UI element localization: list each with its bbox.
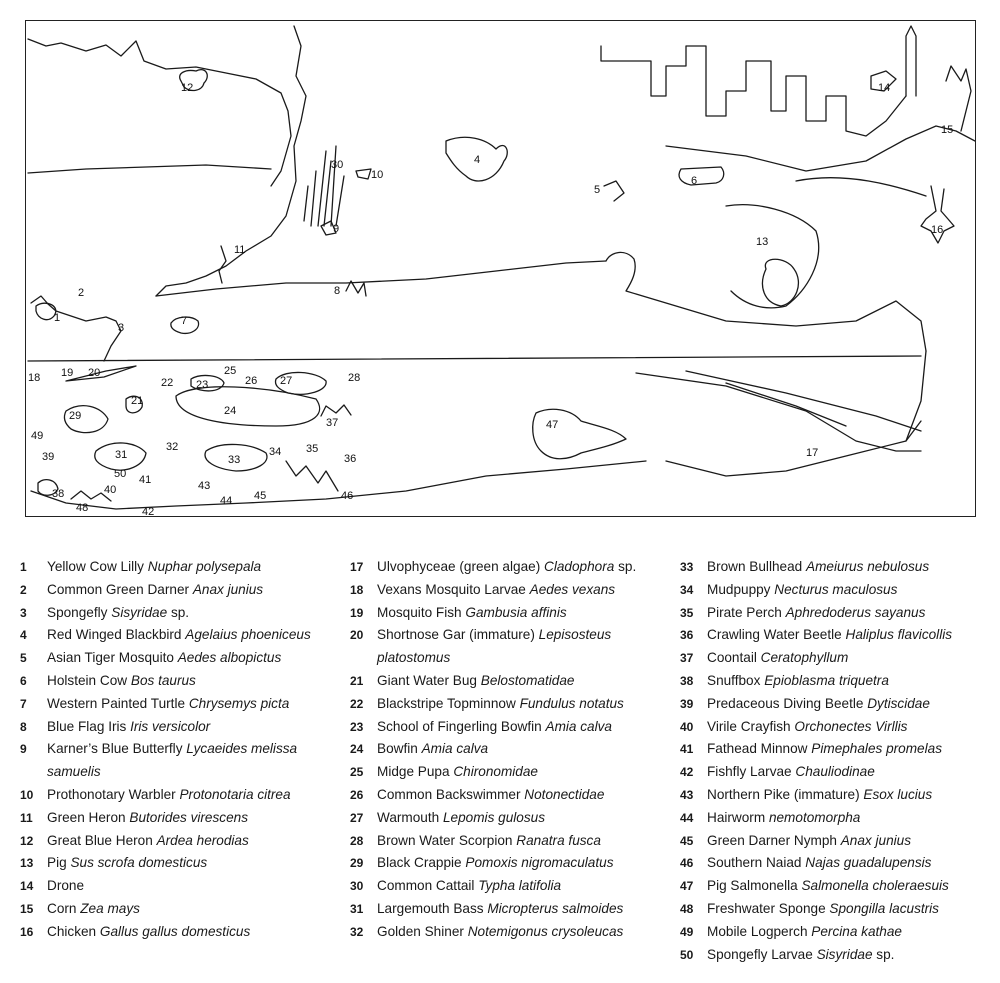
warbler-10 bbox=[356, 169, 371, 179]
legend-number: 25 bbox=[350, 765, 364, 780]
legend-number: 48 bbox=[680, 901, 694, 916]
coontail-37 bbox=[321, 405, 351, 416]
gar-20 bbox=[66, 366, 136, 381]
legend-entry bbox=[350, 716, 670, 739]
water-surface bbox=[28, 356, 921, 361]
legend-scientific-name: Najas guadalupensis bbox=[805, 855, 932, 871]
legend-scientific-name: Epioblasma triquetra bbox=[764, 672, 889, 688]
legend-number: 26 bbox=[350, 787, 364, 802]
legend-entry bbox=[350, 898, 670, 921]
scene-number-label: 11 bbox=[234, 244, 246, 256]
legend-column-2 bbox=[350, 556, 670, 944]
scene-number-label: 29 bbox=[69, 410, 82, 422]
legend-scientific-name: Butorides virescens bbox=[129, 809, 248, 825]
legend-entry bbox=[350, 693, 670, 716]
legend-number: 16 bbox=[20, 924, 34, 939]
algae-bed bbox=[636, 373, 921, 451]
legend-number: 13 bbox=[20, 856, 34, 871]
legend-common-name: School of Fingerling Bowfin bbox=[377, 718, 542, 734]
legend-entry bbox=[680, 944, 1000, 967]
scene-number-label: 10 bbox=[371, 169, 384, 181]
legend-scientific-name: Ameiurus nebulosus bbox=[806, 559, 930, 574]
legend-common-name: Bowfin bbox=[377, 741, 418, 757]
naiad-46 bbox=[286, 461, 338, 491]
legend-scientific-name: Chironomidae bbox=[453, 764, 538, 780]
legend-entry bbox=[680, 784, 1000, 807]
legend-entry bbox=[680, 875, 1000, 898]
legend-common-name: Mudpuppy bbox=[707, 581, 771, 597]
legend-common-name: Prothonotary Warbler bbox=[47, 786, 176, 802]
legend-number: 6 bbox=[20, 673, 27, 688]
legend-scientific-name: Aedes vexans bbox=[529, 581, 616, 597]
legend-scientific-name: Ranatra fusca bbox=[516, 832, 601, 848]
legend-number: 31 bbox=[350, 901, 364, 916]
legend-common-name: Fishfly Larvae bbox=[707, 764, 792, 780]
legend-entry bbox=[350, 807, 670, 830]
legend-common-name: Northern Pike (immature) bbox=[707, 786, 860, 802]
legend-number: 22 bbox=[350, 696, 364, 711]
scene-number-label: 36 bbox=[344, 453, 357, 465]
scene-number-label: 7 bbox=[181, 315, 188, 327]
legend-entry bbox=[350, 670, 670, 693]
legend-common-name: Green Darner Nymph bbox=[707, 832, 837, 848]
legend-common-name: Western Painted Turtle bbox=[47, 695, 186, 711]
legend-entry bbox=[350, 602, 670, 625]
legend-number: 39 bbox=[680, 696, 694, 711]
legend-number: 29 bbox=[350, 856, 364, 871]
legend-number: 40 bbox=[680, 719, 694, 734]
legend-entry bbox=[20, 738, 340, 784]
legend-number: 49 bbox=[680, 924, 694, 939]
scene-number-label: 42 bbox=[142, 506, 155, 516]
legend-number: 11 bbox=[20, 810, 33, 825]
legend-common-name: Brown Bullhead bbox=[707, 559, 803, 574]
scene-number-label: 23 bbox=[196, 379, 209, 391]
scene-number-label: 22 bbox=[161, 377, 174, 389]
legend-common-name: Mobile Logperch bbox=[707, 923, 808, 939]
legend-number: 34 bbox=[680, 582, 694, 597]
scene-number-label: 44 bbox=[220, 495, 233, 507]
legend-scientific-name: Necturus maculosus bbox=[774, 581, 898, 597]
legend-number: 14 bbox=[20, 879, 34, 894]
legend-entry bbox=[20, 921, 340, 944]
legend-scientific-name: Lepisosteus platostomus bbox=[377, 627, 612, 666]
legend-scientific-name: Notemigonus crysoleucas bbox=[467, 923, 624, 939]
hill-right bbox=[666, 126, 975, 171]
legend-entry bbox=[350, 738, 670, 761]
scene-number-label: 27 bbox=[280, 375, 293, 387]
legend-number: 28 bbox=[350, 833, 364, 848]
legend-number: 44 bbox=[680, 810, 694, 825]
legend-scientific-name: Aphredoderus sayanus bbox=[785, 604, 926, 620]
legend-number: 50 bbox=[680, 947, 694, 962]
legend-entry bbox=[20, 784, 340, 807]
legend-common-name: Ulvophyceae (green algae) bbox=[377, 559, 541, 574]
legend-number: 37 bbox=[680, 651, 694, 666]
legend-common-name: Golden Shiner bbox=[377, 923, 464, 939]
legend-number: 3 bbox=[20, 605, 27, 620]
legend-scientific-name: Amia calva bbox=[545, 718, 612, 734]
legend-entry bbox=[680, 830, 1000, 853]
legend-common-name: Corn bbox=[47, 900, 77, 916]
horizon-left bbox=[28, 165, 271, 173]
scene-number-label: 24 bbox=[224, 405, 237, 417]
shore-left bbox=[156, 261, 606, 296]
scene-number-label: 17 bbox=[806, 447, 819, 459]
legend-scientific-name: Ardea herodias bbox=[156, 832, 249, 848]
legend-common-name: Midge Pupa bbox=[377, 764, 450, 780]
legend-entry bbox=[20, 647, 340, 670]
legend-common-name: Green Heron bbox=[47, 809, 126, 825]
legend-number: 35 bbox=[680, 605, 694, 620]
legend-entry bbox=[350, 579, 670, 602]
legend-entry bbox=[680, 761, 1000, 784]
legend-entry bbox=[350, 556, 670, 579]
legend-entry bbox=[350, 784, 670, 807]
legend-common-name: Pig bbox=[47, 855, 67, 871]
legend-number: 24 bbox=[350, 742, 364, 757]
legend-entry bbox=[20, 556, 340, 579]
legend-number: 1 bbox=[20, 560, 27, 574]
legend-entry bbox=[680, 670, 1000, 693]
legend-scientific-name: Chauliodinae bbox=[795, 764, 875, 780]
legend-entry bbox=[680, 693, 1000, 716]
scene-number-label: 1 bbox=[54, 312, 61, 324]
legend-common-name: Red Winged Blackbird bbox=[47, 627, 182, 643]
scene-number-label: 6 bbox=[691, 175, 698, 187]
legend-column-3 bbox=[680, 556, 1000, 966]
legend-entry bbox=[680, 602, 1000, 625]
scene-number-label: 39 bbox=[42, 451, 55, 463]
ecosystem-illustration bbox=[25, 20, 976, 517]
legend-common-name: Hairworm bbox=[707, 809, 766, 825]
scene-number-label: 25 bbox=[224, 365, 237, 377]
legend-entry bbox=[680, 716, 1000, 739]
scene-number-label: 19 bbox=[61, 367, 74, 379]
legend-number: 5 bbox=[20, 651, 27, 666]
scene-number-label: 3 bbox=[118, 322, 125, 334]
legend-entry bbox=[20, 898, 340, 921]
scene-number-label: 26 bbox=[245, 375, 258, 387]
legend-common-name: Warmouth bbox=[377, 809, 440, 825]
legend-scientific-name: Micropterus salmoides bbox=[487, 900, 624, 916]
field-right-2 bbox=[796, 178, 926, 196]
scene-number-label: 37 bbox=[326, 417, 339, 429]
legend-scientific-name: Agelaius phoeniceus bbox=[185, 627, 311, 643]
scene-number-label: 45 bbox=[254, 490, 267, 502]
legend-number: 45 bbox=[680, 833, 694, 848]
legend-common-name: Freshwater Sponge bbox=[707, 900, 826, 916]
legend-scientific-name: Aedes albopictus bbox=[177, 650, 282, 666]
legend-entry bbox=[350, 921, 670, 944]
legend-scientific-name: Lepomis gulosus bbox=[442, 809, 545, 825]
scene-number-label: 13 bbox=[756, 236, 769, 248]
legend-scientific-name: Cladophora bbox=[544, 559, 615, 574]
legend-entry bbox=[680, 556, 1000, 579]
legend-entry bbox=[350, 761, 670, 784]
scene-number-label: 30 bbox=[331, 159, 344, 171]
legend-scientific-name: Dytiscidae bbox=[867, 695, 930, 711]
legend-common-name: Common Green Darner bbox=[47, 581, 190, 597]
legend-scientific-name: Lycaeides melissa samuelis bbox=[47, 741, 298, 780]
legend-scientific-name: Bos taurus bbox=[130, 672, 196, 688]
scene-number-label: 43 bbox=[198, 480, 211, 492]
legend-common-name: Vexans Mosquito Larvae bbox=[377, 581, 526, 597]
legend-scientific-name: Salmonella choleraesuis bbox=[801, 878, 949, 894]
treeline-left bbox=[28, 39, 291, 186]
legend-number: 27 bbox=[350, 810, 364, 825]
legend-entry bbox=[680, 898, 1000, 921]
species-legend bbox=[20, 556, 990, 976]
legend-entry bbox=[350, 875, 670, 898]
legend-scientific-name: Orchonectes Virllis bbox=[794, 718, 908, 734]
scene-number-label: 28 bbox=[348, 372, 361, 384]
legend-common-name: Mosquito Fish bbox=[377, 604, 462, 620]
legend-number: 17 bbox=[350, 560, 364, 574]
legend-entry bbox=[20, 716, 340, 739]
legend-scientific-name: Pimephales promelas bbox=[811, 741, 942, 757]
legend-common-name: Pig Salmonella bbox=[707, 878, 798, 894]
legend-common-name: Holstein Cow bbox=[47, 672, 128, 688]
legend-column-1 bbox=[20, 556, 340, 944]
scene-number-label: 47 bbox=[546, 419, 559, 431]
legend-scientific-name: Fundulus notatus bbox=[519, 695, 624, 711]
legend-common-name: Blackstripe Topminnow bbox=[377, 695, 516, 711]
legend-common-name: Yellow Cow Lilly bbox=[47, 559, 144, 574]
scene-number-label: 20 bbox=[88, 367, 101, 379]
cow-6 bbox=[679, 167, 724, 185]
scene-number-label: 32 bbox=[166, 441, 179, 453]
legend-common-name: Virile Crayfish bbox=[707, 718, 791, 734]
legend-entry bbox=[20, 852, 340, 875]
legend-number: 32 bbox=[350, 924, 364, 939]
legend-common-name: Black Crappie bbox=[377, 855, 462, 871]
legend-common-name: Snuffbox bbox=[707, 672, 761, 688]
legend-entry bbox=[350, 830, 670, 853]
legend-entry bbox=[680, 647, 1000, 670]
legend-number: 18 bbox=[350, 582, 364, 597]
scene-number-label: 40 bbox=[104, 484, 117, 496]
legend-common-name: Southern Naiad bbox=[707, 855, 802, 871]
salmonella-47 bbox=[533, 409, 626, 458]
legend-number: 8 bbox=[20, 719, 27, 734]
legend-number: 9 bbox=[20, 742, 27, 757]
legend-scientific-name: Anax junius bbox=[192, 581, 264, 597]
legend-scientific-name: Iris versicolor bbox=[130, 718, 211, 734]
legend-scientific-name: Gallus gallus domesticus bbox=[99, 923, 251, 939]
legend-scientific-name: Esox lucius bbox=[863, 786, 933, 802]
legend-scientific-name: nemotomorpha bbox=[768, 809, 861, 825]
legend-scientific-name: Sisyridae bbox=[816, 946, 873, 962]
legend-common-name: Common Backswimmer bbox=[377, 786, 521, 802]
legend-entry bbox=[20, 693, 340, 716]
legend-entry bbox=[680, 624, 1000, 647]
legend-common-name: Great Blue Heron bbox=[47, 832, 153, 848]
legend-number: 19 bbox=[350, 605, 364, 620]
legend-number: 43 bbox=[680, 787, 694, 802]
legend-number: 23 bbox=[350, 719, 364, 734]
legend-common-name: Fathead Minnow bbox=[707, 741, 808, 757]
scene-number-label: 48 bbox=[76, 502, 89, 514]
legend-scientific-name: Haliplus flavicollis bbox=[845, 627, 953, 643]
legend-number: 15 bbox=[20, 901, 34, 916]
legend-entry bbox=[680, 807, 1000, 830]
legend-common-name: Karner’s Blue Butterfly bbox=[47, 741, 183, 757]
legend-number: 4 bbox=[20, 628, 27, 643]
legend-number: 47 bbox=[680, 879, 694, 894]
legend-number: 42 bbox=[680, 765, 694, 780]
legend-scientific-name: Amia calva bbox=[421, 741, 489, 757]
scene-number-label: 46 bbox=[341, 490, 354, 502]
legend-suffix: sp. bbox=[876, 946, 895, 962]
scene-number-label: 9 bbox=[333, 223, 340, 235]
legend-common-name: Drone bbox=[47, 878, 85, 894]
city-skyline bbox=[601, 46, 906, 136]
pig-13 bbox=[762, 259, 798, 306]
scene-number-label: 5 bbox=[594, 184, 601, 196]
legend-common-name: Crawling Water Beetle bbox=[707, 627, 842, 643]
scene-number-label: 14 bbox=[878, 82, 891, 94]
scene-number-label: 18 bbox=[28, 372, 41, 384]
legend-entry bbox=[350, 852, 670, 875]
legend-number: 2 bbox=[20, 582, 27, 597]
legend-number: 20 bbox=[350, 628, 364, 643]
tower bbox=[906, 26, 916, 96]
legend-number: 36 bbox=[680, 628, 694, 643]
legend-scientific-name: Chrysemys picta bbox=[188, 695, 290, 711]
scene-number-label: 16 bbox=[931, 224, 944, 236]
mosquito-5 bbox=[604, 181, 624, 201]
scene-number-label: 35 bbox=[306, 443, 319, 455]
scene-number-label: 38 bbox=[52, 488, 65, 500]
lily-1 bbox=[36, 303, 56, 319]
legend-number: 38 bbox=[680, 673, 694, 688]
legend-entry bbox=[680, 579, 1000, 602]
legend-scientific-name: Zea mays bbox=[80, 900, 140, 916]
scene-number-label: 34 bbox=[269, 446, 282, 458]
legend-entry bbox=[20, 579, 340, 602]
legend-number: 33 bbox=[680, 560, 694, 574]
legend-common-name: Predaceous Diving Beetle bbox=[707, 695, 864, 711]
legend-entry bbox=[20, 602, 340, 625]
legend-scientific-name: Spongilla lacustris bbox=[829, 900, 939, 916]
scene-number-label: 31 bbox=[115, 449, 128, 461]
scene-number-label: 8 bbox=[334, 285, 341, 297]
legend-common-name: Coontail bbox=[707, 650, 757, 666]
legend-number: 46 bbox=[680, 856, 694, 871]
legend-suffix: sp. bbox=[618, 559, 637, 574]
legend-scientific-name: Notonectidae bbox=[524, 786, 605, 802]
legend-common-name: Blue Flag Iris bbox=[47, 718, 127, 734]
legend-number: 41 bbox=[680, 742, 694, 757]
legend-common-name: Spongefly bbox=[47, 604, 108, 620]
scene-number-label: 12 bbox=[181, 82, 194, 94]
legend-scientific-name: Sisyridae bbox=[111, 604, 168, 620]
scene-number-label: 49 bbox=[31, 430, 44, 442]
legend-number: 21 bbox=[350, 673, 364, 688]
legend-number: 30 bbox=[350, 879, 364, 894]
legend-entry bbox=[20, 807, 340, 830]
scene-number-label: 33 bbox=[228, 454, 241, 466]
scene-number-label: 50 bbox=[114, 468, 127, 480]
legend-scientific-name: Nuphar polysepala bbox=[147, 559, 262, 574]
legend-common-name: Brown Water Scorpion bbox=[377, 832, 513, 848]
legend-common-name: Spongefly Larvae bbox=[707, 946, 813, 962]
bowfin-24 bbox=[176, 387, 320, 426]
legend-scientific-name: Anax junius bbox=[840, 832, 912, 848]
scene-number-label: 2 bbox=[78, 287, 85, 299]
legend-scientific-name: Percina kathae bbox=[811, 923, 902, 939]
corn-15 bbox=[946, 66, 971, 131]
scene-number-label: 15 bbox=[941, 124, 954, 136]
legend-entry bbox=[20, 624, 340, 647]
legend-common-name: Pirate Perch bbox=[707, 604, 782, 620]
legend-common-name: Shortnose Gar (immature) bbox=[377, 627, 535, 643]
legend-entry bbox=[20, 830, 340, 853]
legend-common-name: Chicken bbox=[47, 923, 97, 939]
legend-common-name: Asian Tiger Mosquito bbox=[47, 650, 174, 666]
legend-scientific-name: Protonotaria citrea bbox=[179, 786, 291, 802]
legend-entry bbox=[680, 852, 1000, 875]
legend-scientific-name: Belostomatidae bbox=[480, 672, 575, 688]
legend-scientific-name: Pomoxis nigromaculatus bbox=[465, 855, 614, 871]
legend-scientific-name: Ceratophyllum bbox=[760, 650, 849, 666]
legend-scientific-name: Sus scrofa domesticus bbox=[70, 855, 208, 871]
legend-common-name: Common Cattail bbox=[377, 878, 475, 894]
legend-entry bbox=[20, 670, 340, 693]
scene-number-label: 41 bbox=[139, 474, 152, 486]
legend-entry bbox=[20, 875, 340, 898]
legend-number: 12 bbox=[20, 833, 34, 848]
legend-suffix: sp. bbox=[170, 604, 190, 620]
scene-number-label: 21 bbox=[131, 395, 144, 407]
legend-number: 10 bbox=[20, 787, 34, 802]
field-right bbox=[726, 205, 819, 308]
heron-11 bbox=[219, 246, 226, 283]
scene-drawing bbox=[26, 21, 975, 516]
legend-entry bbox=[680, 921, 1000, 944]
legend-scientific-name: Gambusia affinis bbox=[465, 604, 567, 620]
legend-number: 7 bbox=[20, 696, 27, 711]
bank-left bbox=[31, 296, 121, 361]
legend-entry bbox=[680, 738, 1000, 761]
legend-common-name: Giant Water Bug bbox=[377, 672, 477, 688]
legend-scientific-name: Typha latifolia bbox=[478, 878, 562, 894]
scene-number-label: 4 bbox=[474, 154, 481, 166]
legend-entry bbox=[350, 624, 670, 670]
legend-common-name: Largemouth Bass bbox=[377, 900, 484, 916]
cattail-30 bbox=[304, 146, 344, 226]
